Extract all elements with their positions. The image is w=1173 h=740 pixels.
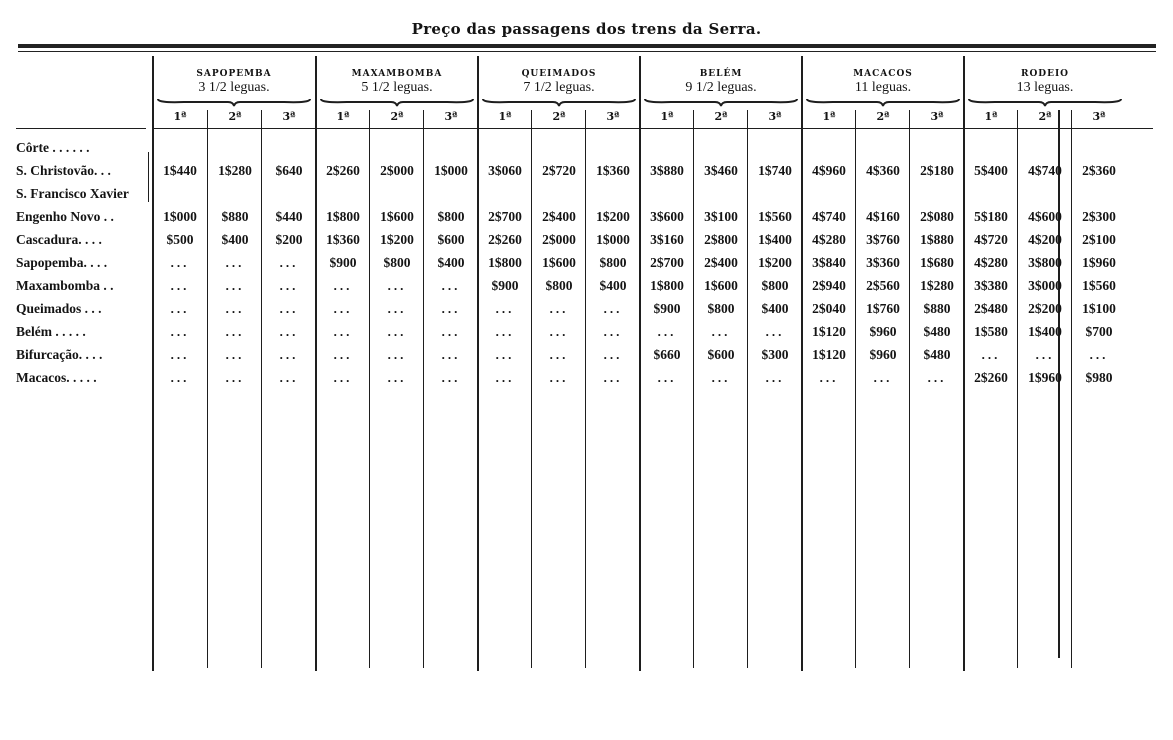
fare-cell: ...	[711, 324, 731, 339]
fare-cell: ...	[279, 255, 299, 270]
fare-cell: 1$600	[380, 209, 414, 224]
class-label: 3ª	[444, 110, 458, 123]
fare-cell: $800	[761, 278, 789, 293]
fare-cell: 2$400	[704, 255, 738, 270]
fare-cell: ...	[225, 301, 245, 316]
row-label: Macacos. . . . .	[16, 370, 97, 385]
fare-cell: $500	[166, 232, 194, 247]
fare-cell: 1$560	[758, 209, 792, 224]
fare-cell: 5$400	[974, 163, 1008, 178]
fare-cell: $660	[653, 347, 681, 362]
fare-cell: ...	[170, 301, 190, 316]
fare-cell: 2$200	[1028, 301, 1062, 316]
class-label: 1ª	[984, 110, 998, 123]
fare-cell: 1$280	[218, 163, 252, 178]
fare-cell: 1$000	[434, 163, 468, 178]
fare-cell: $900	[491, 278, 519, 293]
fare-cell: 1$440	[163, 163, 197, 178]
fare-cell: ...	[495, 324, 515, 339]
fare-cell: 3$840	[812, 255, 846, 270]
station-distance: 13 leguas.	[1016, 80, 1074, 96]
fare-cell: ...	[170, 278, 190, 293]
fare-cell: 4$280	[974, 255, 1008, 270]
class-label: 1ª	[660, 110, 674, 123]
station-header	[316, 70, 478, 96]
row-label: Engenho Novo . .	[16, 209, 114, 224]
fare-cell: ...	[441, 278, 461, 293]
fare-cell: ...	[495, 347, 515, 362]
fare-cell: ...	[279, 370, 299, 385]
fare-cell: 1$600	[704, 278, 738, 293]
fare-cell: 4$960	[812, 163, 846, 178]
fare-cell: 3$160	[650, 232, 684, 247]
fare-cell: 1$400	[758, 232, 792, 247]
fare-cell: ...	[225, 324, 245, 339]
header-brace-path	[807, 99, 959, 106]
fare-cell: 4$740	[812, 209, 846, 224]
fare-cell: ...	[441, 370, 461, 385]
fare-cell: 1$100	[1082, 301, 1116, 316]
fare-cell: ...	[1089, 347, 1109, 362]
fare-cell: ...	[495, 301, 515, 316]
row-label: S. Francisco Xavier	[16, 186, 129, 201]
top-double-rule-thin	[18, 51, 1156, 52]
station-distance: 5 1/2 leguas.	[361, 80, 433, 96]
station-name: MAXAMBOMBA	[351, 69, 443, 79]
fare-cell: 1$120	[812, 324, 846, 339]
fare-cell: $960	[869, 347, 897, 362]
fare-cell: 2$720	[542, 163, 576, 178]
column-divider-line	[207, 110, 208, 668]
fare-cell: $800	[707, 301, 735, 316]
fare-cell: ...	[1035, 347, 1055, 362]
column-divider-line	[531, 110, 532, 668]
fare-cell: $900	[653, 301, 681, 316]
station-name: QUEIMADOS	[521, 69, 597, 79]
fare-cell: 4$720	[974, 232, 1008, 247]
fare-cell: $600	[707, 347, 735, 362]
fare-cell: ...	[603, 324, 623, 339]
fare-cell: $640	[275, 163, 303, 178]
header-brace-path	[158, 99, 310, 106]
group-divider-line	[477, 56, 479, 671]
row-label-rule	[16, 128, 146, 129]
fare-cell: 4$200	[1028, 232, 1062, 247]
column-divider-line	[1017, 110, 1018, 668]
fare-cell: 4$360	[866, 163, 900, 178]
fare-cell: ...	[225, 347, 245, 362]
row-label: Belém . . . . .	[16, 324, 86, 339]
fare-cell: ...	[279, 278, 299, 293]
fare-cell: 2$040	[812, 301, 846, 316]
class-label: 3ª	[768, 110, 782, 123]
fare-cell: $700	[1085, 324, 1113, 339]
fare-cell: 2$080	[920, 209, 954, 224]
fare-cell: 2$480	[974, 301, 1008, 316]
fare-cell: ...	[333, 301, 353, 316]
class-label: 3ª	[1092, 110, 1106, 123]
group-divider-line	[801, 56, 803, 671]
top-double-rule	[18, 44, 1156, 48]
fare-cell: 1$360	[596, 163, 630, 178]
fare-cell: ...	[495, 370, 515, 385]
fare-cell: 3$800	[1028, 255, 1062, 270]
fare-cell: 2$940	[812, 278, 846, 293]
fare-cell: 1$000	[163, 209, 197, 224]
station-name: BELÉM	[699, 69, 743, 79]
header-brace-path	[321, 99, 473, 106]
fare-cell: $960	[869, 324, 897, 339]
fare-cell: ...	[170, 255, 190, 270]
station-name: SAPOPEMBA	[196, 69, 272, 79]
row-label: Côrte . . . . . .	[16, 140, 90, 155]
fare-cell: 2$700	[488, 209, 522, 224]
fare-cell: ...	[333, 324, 353, 339]
fare-cell: $980	[1085, 370, 1113, 385]
fare-cell: 1$000	[596, 232, 630, 247]
fare-cell: ...	[549, 301, 569, 316]
fare-cell: $400	[437, 255, 465, 270]
fare-cell: $400	[599, 278, 627, 293]
header-brace	[482, 97, 636, 107]
header-brace	[320, 97, 474, 107]
fare-cell: ...	[819, 370, 839, 385]
fare-cell: ...	[387, 370, 407, 385]
fare-cell: ...	[927, 370, 947, 385]
fare-cell: ...	[333, 278, 353, 293]
header-brace	[157, 97, 311, 107]
fare-cell: 4$280	[812, 232, 846, 247]
fare-cell: 3$460	[704, 163, 738, 178]
class-label: 2ª	[1038, 110, 1052, 123]
fare-cell: ...	[765, 324, 785, 339]
fare-cell: ...	[387, 278, 407, 293]
fare-cell: ...	[873, 370, 893, 385]
header-brace	[968, 97, 1122, 107]
header-brace	[644, 97, 798, 107]
station-header	[802, 70, 964, 96]
fare-cell: ...	[657, 370, 677, 385]
fare-cell: ...	[441, 324, 461, 339]
row-label: Maxambomba . .	[16, 278, 114, 293]
fare-cell: ...	[711, 370, 731, 385]
fare-cell: $800	[599, 255, 627, 270]
header-brace	[806, 97, 960, 107]
class-label: 3ª	[606, 110, 620, 123]
station-distance: 11 leguas.	[854, 80, 912, 96]
row-label: Queimados . . .	[16, 301, 102, 316]
header-brace-path	[969, 99, 1121, 106]
station-name: MACACOS	[853, 69, 913, 79]
fare-cell: $400	[761, 301, 789, 316]
fare-cell: 2$180	[920, 163, 954, 178]
fare-cell: 1$200	[380, 232, 414, 247]
fare-cell: ...	[603, 301, 623, 316]
class-label-rule	[153, 128, 1153, 129]
fare-cell: 5$180	[974, 209, 1008, 224]
fare-cell: 4$740	[1028, 163, 1062, 178]
class-label: 2ª	[876, 110, 890, 123]
fare-cell: 1$740	[758, 163, 792, 178]
fare-cell: 1$800	[488, 255, 522, 270]
fare-cell: ...	[657, 324, 677, 339]
class-label: 1ª	[498, 110, 512, 123]
fare-cell: ...	[225, 278, 245, 293]
fare-cell: 2$360	[1082, 163, 1116, 178]
row-label: Cascadura. . . .	[16, 232, 102, 247]
column-divider-line	[369, 110, 370, 668]
fare-cell: $400	[221, 232, 249, 247]
fare-cell: ...	[225, 255, 245, 270]
fare-cell: ...	[441, 347, 461, 362]
fare-cell: 1$360	[326, 232, 360, 247]
fare-cell: 1$960	[1028, 370, 1062, 385]
fare-cell: 1$880	[920, 232, 954, 247]
fare-cell: 2$700	[650, 255, 684, 270]
fare-cell: 1$800	[326, 209, 360, 224]
fare-cell: 1$600	[542, 255, 576, 270]
column-divider-line	[585, 110, 586, 668]
fare-cell: $200	[275, 232, 303, 247]
station-distance: 9 1/2 leguas.	[685, 80, 757, 96]
station-header	[964, 70, 1126, 96]
fare-cell: $300	[761, 347, 789, 362]
row-label: S. Christovão. . .	[16, 163, 111, 178]
fare-cell: ...	[549, 370, 569, 385]
fare-cell: ...	[333, 370, 353, 385]
class-label: 1ª	[173, 110, 187, 123]
header-brace-path	[645, 99, 797, 106]
column-divider-line	[1071, 110, 1072, 668]
group-divider-line	[152, 56, 154, 671]
fare-cell: 3$060	[488, 163, 522, 178]
fare-cell: ...	[387, 301, 407, 316]
row-label: Bifurcação. . . .	[16, 347, 103, 362]
fare-cell: $800	[437, 209, 465, 224]
fare-cell: 2$100	[1082, 232, 1116, 247]
fare-cell: ...	[279, 301, 299, 316]
fare-cell: ...	[981, 347, 1001, 362]
fare-cell: 2$260	[488, 232, 522, 247]
fare-cell: 1$560	[1082, 278, 1116, 293]
class-label: 2ª	[390, 110, 404, 123]
fare-cell: $880	[221, 209, 249, 224]
fare-cell: 1$280	[920, 278, 954, 293]
fare-cell: 2$260	[974, 370, 1008, 385]
fare-cell: $600	[437, 232, 465, 247]
fare-cell: 1$400	[1028, 324, 1062, 339]
fare-cell: $440	[275, 209, 303, 224]
fare-cell: ...	[279, 347, 299, 362]
fare-cell: $900	[329, 255, 357, 270]
column-divider-line	[747, 110, 748, 668]
fare-cell: 1$200	[758, 255, 792, 270]
fare-cell: ...	[333, 347, 353, 362]
fare-cell: 3$600	[650, 209, 684, 224]
fare-cell: 3$880	[650, 163, 684, 178]
fare-cell: ...	[549, 347, 569, 362]
fare-cell: ...	[170, 370, 190, 385]
column-divider-line	[855, 110, 856, 668]
fare-cell: 2$260	[326, 163, 360, 178]
fare-cell: 1$760	[866, 301, 900, 316]
fare-cell: ...	[170, 324, 190, 339]
fare-cell: ...	[441, 301, 461, 316]
fare-cell: 1$120	[812, 347, 846, 362]
class-label: 2ª	[714, 110, 728, 123]
fare-cell: 2$800	[704, 232, 738, 247]
fare-cell: $800	[383, 255, 411, 270]
fare-cell: ...	[549, 324, 569, 339]
fare-cell: 2$300	[1082, 209, 1116, 224]
page-title: Preço das passagens dos trens da Serra.	[411, 20, 762, 38]
fare-cell: ...	[279, 324, 299, 339]
fare-cell: ...	[170, 347, 190, 362]
station-header	[640, 70, 802, 96]
fare-cell: 3$100	[704, 209, 738, 224]
fare-cell: 1$580	[974, 324, 1008, 339]
station-name: RODEIO	[1020, 69, 1070, 79]
fare-cell: 2$400	[542, 209, 576, 224]
fare-cell: 1$800	[650, 278, 684, 293]
fare-cell: 3$380	[974, 278, 1008, 293]
class-label: 1ª	[336, 110, 350, 123]
fare-cell: 1$200	[596, 209, 630, 224]
group-divider-line	[315, 56, 317, 671]
fare-cell: 1$960	[1082, 255, 1116, 270]
fare-cell: ...	[387, 324, 407, 339]
fare-cell: 1$680	[920, 255, 954, 270]
fare-cell: 2$000	[542, 232, 576, 247]
row-label: Sapopemba. . . .	[16, 255, 108, 270]
fare-cell: 4$600	[1028, 209, 1062, 224]
station-distance: 3 1/2 leguas.	[198, 80, 270, 96]
fare-cell: 2$000	[380, 163, 414, 178]
fare-cell: ...	[765, 370, 785, 385]
group-divider-line	[963, 56, 965, 671]
station-header	[153, 70, 315, 96]
class-label: 2ª	[552, 110, 566, 123]
fare-cell: 4$160	[866, 209, 900, 224]
fare-cell: ...	[603, 347, 623, 362]
fare-cell: $480	[923, 347, 951, 362]
station-distance: 7 1/2 leguas.	[523, 80, 595, 96]
column-divider-line	[261, 110, 262, 668]
fare-cell: 3$360	[866, 255, 900, 270]
column-divider-line	[423, 110, 424, 668]
fare-cell: $800	[545, 278, 573, 293]
class-label: 3ª	[282, 110, 296, 123]
class-label: 2ª	[228, 110, 242, 123]
row-group-bracket	[148, 152, 149, 202]
station-header	[478, 70, 640, 96]
fare-cell: $480	[923, 324, 951, 339]
fare-cell: 3$000	[1028, 278, 1062, 293]
column-divider-line	[693, 110, 694, 668]
column-divider-line	[909, 110, 910, 668]
fare-cell: ...	[225, 370, 245, 385]
class-label: 3ª	[930, 110, 944, 123]
class-label: 1ª	[822, 110, 836, 123]
fare-cell: 3$760	[866, 232, 900, 247]
group-divider-line	[639, 56, 641, 671]
fare-cell: ...	[387, 347, 407, 362]
fare-cell: $880	[923, 301, 951, 316]
fare-cell: ...	[603, 370, 623, 385]
header-brace-path	[483, 99, 635, 106]
fare-cell: 2$560	[866, 278, 900, 293]
